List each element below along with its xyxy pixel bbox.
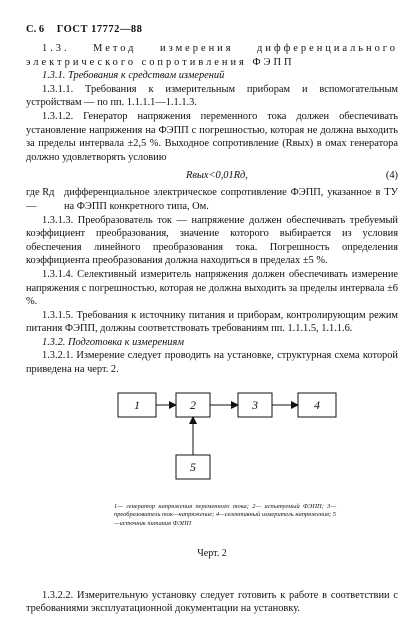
page-header	[26, 24, 142, 35]
paragraph-1-3-2-2: 1.3.2.2. Измерительную установку следует готовить к работе в соответствии с требованиями эксплуатационной документации на установку.	[26, 589, 398, 615]
formula-where-clause	[26, 186, 398, 213]
where-definition: дифференциальное электрическое сопротивление ФЭПП, указанное в ТУ на ФЭПП конкретного типа, Ом.	[64, 187, 398, 212]
paragraph-1-3-1-1: 1.3.1.1. Требования к измерительным приборам и вспомогательным устройствам — по пп. 1.1.1.1—1.1.1.3.	[26, 83, 398, 109]
section-1-3-2-heading: 1.3.2. Подготовка к измерениям	[42, 336, 184, 348]
where-lead: где Rд —	[26, 187, 55, 212]
standard-number: ГОСТ 17772—88	[56, 24, 143, 35]
paragraph-1-3-1-4: 1.3.1.4. Селективный измеритель напряжения должен обеспечивать измерение напряжения с погрешностью, которая не должна выходить за пределы интервала ±6 %.	[26, 268, 398, 308]
section-1-3-1-heading: 1.3.1. Требования к средствам измерений	[42, 70, 225, 82]
block-5-label: 5	[190, 459, 196, 474]
formula-number: (4)	[385, 170, 398, 182]
block-4-label: 4	[314, 397, 320, 412]
block-3-label: 3	[252, 397, 258, 412]
formula-expression: Rвых<0,01Rд,	[186, 170, 248, 182]
paragraph-1-3-1-5: 1.3.1.5. Требования к источнику питания и приборам, контролирующим режим питания ФЭПП, должны соответствовать требованиям пп. 1.1.1.5, 1.1.1.6.	[26, 309, 398, 335]
formula-4	[26, 166, 398, 186]
figure-label: Черт. 2	[197, 547, 227, 559]
paragraph-1-3-1-2: 1.3.1.2. Генератор напряжения переменного тока должен обеспечивать установление напряжения на ФЭПП с погрешностью, которая не должна выходить за пределы интервала ±2,5 %. Выходное сопротивление (Rвых) в омах генератора должно удовлетворять условию	[26, 110, 398, 163]
paragraph-1-3-1-3: 1.3.1.3. Преобразователь ток — напряжение должен обеспечивать требуемый коэффициент преобразования, значение которого выбирается из условия обеспечения линейного преобразования тока. Погрешность определения коэффициента преобразования должна находиться в пределах ±5 %.	[26, 214, 398, 267]
block-2-label: 2	[190, 397, 196, 412]
block-1-label: 1	[134, 397, 140, 412]
diagram-caption: 1— генератор напряжения переменного тока; 2— испытуемый ФЭПП; 3—преобразователь ток—напряжение; 4—селективный измеритель напряжения; 5—источник питания ФЭПП	[114, 502, 336, 527]
block-diagram	[26, 385, 398, 561]
paragraph-1-3-2-1: 1.3.2.1. Измерение следует проводить на установке, структурная схема которой приведена на черт. 2.	[26, 350, 398, 376]
page-number: С. 6	[26, 24, 45, 35]
section-1-3-title: 1.3. Метод измерения дифференциального электрического сопротивления ФЭПП	[26, 43, 398, 68]
document-body	[26, 42, 398, 616]
block-diagram-svg	[26, 385, 398, 503]
